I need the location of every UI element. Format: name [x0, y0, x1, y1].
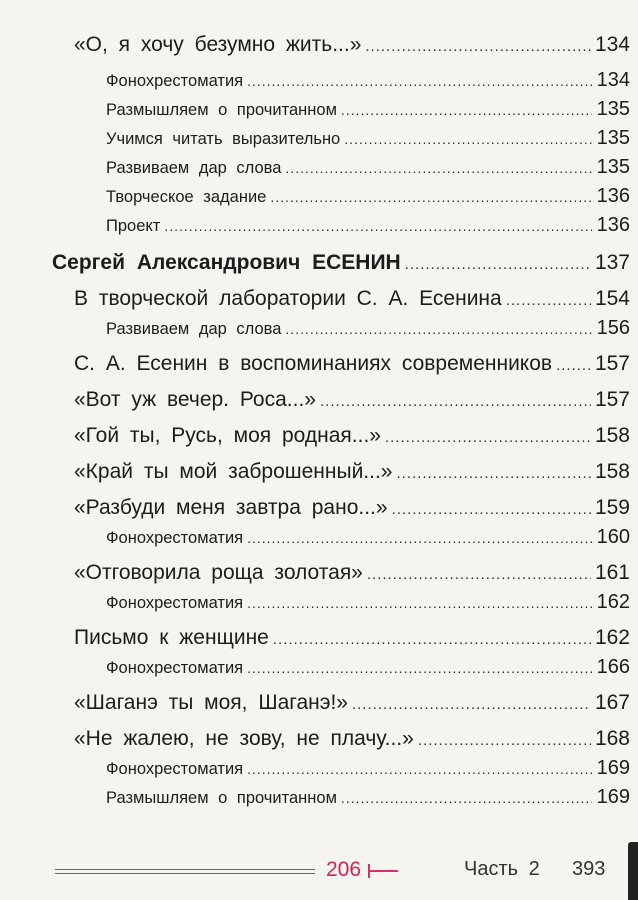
toc-leader-dots — [506, 286, 591, 316]
toc-subentry-title: Фонохрестоматия — [106, 594, 244, 612]
toc-leader-dots — [247, 589, 592, 618]
toc-leader-dots — [247, 654, 592, 683]
toc-leader-dots — [273, 625, 591, 655]
toc-subentry[interactable] — [0, 211, 638, 240]
toc-entry-title: «О, я хочу безумно жить...» — [74, 33, 362, 56]
toc-subentry-page: 162 — [596, 591, 630, 613]
page-footer — [0, 852, 638, 892]
toc-leader-dots — [247, 755, 592, 784]
toc-leader-dots — [320, 387, 591, 417]
toc-subentry-page: 134 — [596, 69, 630, 91]
toc-subentry[interactable] — [0, 588, 638, 617]
toc-entry-title: «Отговорила роща золотая» — [74, 561, 363, 584]
toc-leader-dots — [247, 524, 592, 553]
toc-leader-dots — [341, 784, 592, 813]
toc-entry-page: 158 — [594, 460, 630, 483]
toc-entry-title: «Край ты мой заброшенный...» — [74, 460, 393, 483]
toc-entry-page: 168 — [594, 727, 630, 750]
toc-entry[interactable] — [0, 688, 638, 718]
toc-leader-dots — [418, 726, 591, 756]
toc-subentry[interactable] — [0, 523, 638, 552]
toc-leader-dots — [352, 690, 591, 720]
toc-subentry-page: 136 — [596, 214, 630, 236]
toc-subentry-page: 135 — [596, 98, 630, 120]
toc-subentry[interactable] — [0, 754, 638, 783]
toc-subentry-page: 135 — [596, 156, 630, 178]
toc-leader-dots — [285, 315, 592, 344]
toc-subentry-title: Творческое задание — [106, 188, 267, 206]
toc-subentry-page: 166 — [596, 656, 630, 678]
toc-entry[interactable] — [0, 724, 638, 754]
toc-entry-title: «Шаганэ ты моя, Шаганэ!» — [74, 691, 348, 714]
toc-entry-page: 162 — [594, 626, 630, 649]
toc-leader-dots — [344, 125, 592, 154]
toc-entry[interactable] — [0, 493, 638, 523]
toc-entry-title: «Вот уж вечер. Роса...» — [74, 388, 316, 411]
toc-entry[interactable] — [0, 284, 638, 314]
toc-author-heading[interactable] — [0, 246, 638, 280]
toc-entry[interactable] — [0, 349, 638, 379]
toc-subentry-page: 169 — [596, 757, 630, 779]
toc-subentry[interactable] — [0, 314, 638, 343]
toc-subentry-title: Размышляем о прочитанном — [106, 789, 337, 807]
toc-subentry-page: 169 — [596, 786, 630, 808]
toc-leader-dots — [365, 32, 591, 62]
toc-entry-page: 157 — [594, 352, 630, 375]
toc-entry-page: 167 — [594, 691, 630, 714]
toc-subentry-page: 156 — [596, 317, 630, 339]
toc-entry-page: 134 — [594, 33, 630, 56]
footer-bracket-icon — [368, 870, 398, 872]
toc-subentry[interactable] — [0, 182, 638, 211]
toc-entry[interactable] — [0, 421, 638, 451]
toc-subentry[interactable] — [0, 653, 638, 682]
footer-part-page: 393 — [572, 858, 606, 880]
toc-entry-page: 157 — [594, 388, 630, 411]
toc-leader-dots — [392, 495, 591, 525]
toc-entry[interactable] — [0, 385, 638, 415]
toc-subentry[interactable] — [0, 153, 638, 182]
author-page: 137 — [594, 251, 630, 274]
toc-leader-dots — [397, 459, 591, 489]
toc-leader-dots — [270, 183, 592, 212]
toc-subentry-title: Фонохрестоматия — [106, 529, 244, 547]
toc-subentry-page: 160 — [596, 526, 630, 548]
toc-entry-page: 154 — [594, 287, 630, 310]
toc-entry-title: Письмо к женщине — [74, 626, 269, 649]
toc-entry-page: 158 — [594, 424, 630, 447]
toc-subentry[interactable] — [0, 95, 638, 124]
toc-entry-page: 159 — [594, 496, 630, 519]
toc-leader-dots — [164, 212, 592, 241]
toc-leader-dots — [385, 423, 591, 453]
toc-leader-dots — [285, 154, 592, 183]
toc-subentry-title: Размышляем о прочитанном — [106, 101, 337, 119]
toc-entry-page: 161 — [594, 561, 630, 584]
toc-entry-title: С. А. Есенин в воспоминаниях современников — [74, 352, 553, 375]
toc-entry-title: В творческой лаборатории С. А. Есенина — [74, 287, 502, 310]
toc-entry[interactable] — [0, 558, 638, 588]
author-name: Сергей Александрович ЕСЕНИН — [52, 251, 401, 274]
toc-subentry-title: Учимся читать выразительно — [106, 130, 341, 148]
toc-subentry-title: Фонохрестоматия — [106, 760, 244, 778]
toc-subentry-title: Развиваем дар слова — [106, 320, 282, 338]
toc-leader-dots — [405, 248, 591, 282]
toc-entry-title: «Разбуди меня завтра рано...» — [74, 496, 388, 519]
toc-leader-dots — [341, 96, 592, 125]
toc-entry[interactable] — [0, 457, 638, 487]
toc-subentry[interactable] — [0, 124, 638, 153]
toc-subentry[interactable] — [0, 66, 638, 95]
toc-subentry-title: Развиваем дар слова — [106, 159, 282, 177]
footer-part-label: Часть 2 — [464, 858, 540, 880]
toc-subentry-page: 135 — [596, 127, 630, 149]
toc-subentry-title: Фонохрестоматия — [106, 72, 244, 90]
toc-subentry[interactable] — [0, 783, 638, 812]
toc-entry[interactable] — [0, 623, 638, 653]
toc-entry[interactable] — [0, 30, 638, 60]
page-edge-shadow — [628, 842, 638, 900]
toc-leader-dots — [556, 351, 591, 381]
toc-subentry-title: Фонохрестоматия — [106, 659, 244, 677]
toc-entry-title: «Гой ты, Русь, моя родная...» — [74, 424, 381, 447]
toc-subentry-title: Проект — [106, 217, 161, 235]
footer-page-number: 206 — [326, 858, 362, 881]
toc-leader-dots — [367, 560, 591, 590]
toc-leader-dots — [247, 67, 592, 96]
toc-subentry-page: 136 — [596, 185, 630, 207]
footer-rule — [55, 869, 315, 874]
table-of-contents — [0, 30, 638, 812]
toc-entry-title: «Не жалею, не зову, не плачу...» — [74, 727, 414, 750]
